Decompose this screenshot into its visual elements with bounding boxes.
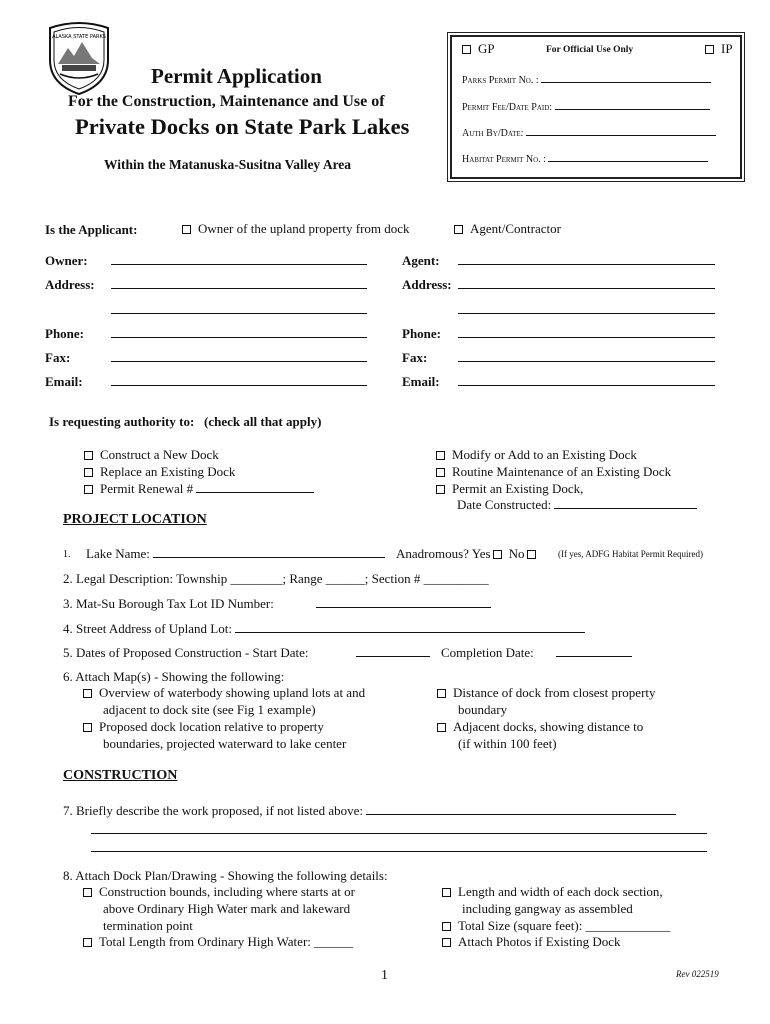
work-description-field[interactable] <box>63 803 676 819</box>
owner-address-label: Address: <box>45 277 95 292</box>
gp-checkbox[interactable] <box>462 41 495 57</box>
attach-photos-label: Attach Photos if Existing Dock <box>458 934 621 949</box>
construction-bounds-label-2: above Ordinary High Water mark and lakeward <box>103 901 351 916</box>
item1-number: 1. <box>63 549 71 560</box>
construction-bounds-label-3: termination point <box>103 918 193 933</box>
owner-fax-field[interactable] <box>111 350 367 362</box>
anadromous-label: Anadromous? Yes <box>396 546 491 561</box>
modify-existing-checkbox[interactable] <box>436 447 637 463</box>
lake-name-label: Lake Name: <box>86 546 154 561</box>
adfg-note: (If yes, ADFG Habitat Permit Required) <box>558 549 703 559</box>
official-use-heading: For Official Use Only <box>546 45 634 55</box>
anadromous-yes-checkbox[interactable] <box>493 550 502 559</box>
anadromous-question <box>396 546 543 562</box>
permit-existing-label: Permit an Existing Dock, <box>452 481 584 496</box>
start-date-label: 5. Dates of Proposed Construction - Start Date: <box>63 645 309 660</box>
agent-fax-label: Fax: <box>402 350 428 365</box>
total-length-checkbox[interactable] <box>83 934 353 950</box>
map-adjacent-checkbox[interactable] <box>437 719 643 735</box>
work-description-line-2[interactable] <box>91 822 707 834</box>
agent-label: Agent: <box>402 253 440 268</box>
attach-photos-checkbox[interactable] <box>442 934 621 950</box>
ip-checkbox[interactable] <box>705 41 733 57</box>
owner-phone-field[interactable] <box>111 326 367 338</box>
legal-description-field[interactable]: 2. Legal Description: Township ________; Range ______; Section # __________ <box>63 571 489 586</box>
owner-option-label: Owner of the upland property from dock <box>198 221 410 236</box>
page-title: Permit Application <box>151 64 322 88</box>
permit-existing-checkbox[interactable] <box>436 481 583 497</box>
map-location-label-2: boundaries, projected waterward to lake center <box>103 736 347 751</box>
modify-existing-label: Modify or Add to an Existing Dock <box>452 447 637 462</box>
permit-fee-field[interactable] <box>462 98 710 113</box>
gp-label: GP <box>478 41 495 56</box>
owner-label: Owner: <box>45 253 88 268</box>
owner-phone-label: Phone: <box>45 326 84 341</box>
construction-bounds-checkbox[interactable] <box>83 884 355 900</box>
work-description-label: 7. Briefly describe the work proposed, if not listed above: <box>63 803 367 818</box>
completion-date-label: Completion Date: <box>441 645 534 660</box>
agent-option-checkbox[interactable] <box>454 221 561 237</box>
subtitle: For the Construction, Maintenance and Use of <box>68 93 385 110</box>
agent-option-label: Agent/Contractor <box>470 221 561 236</box>
construct-new-checkbox[interactable] <box>84 447 219 463</box>
area-subtitle: Within the Matanuska-Susitna Valley Area <box>104 157 352 172</box>
habitat-permit-label: Habitat Permit No. : <box>462 154 549 165</box>
revision-label: Rev 022519 <box>676 969 719 979</box>
permit-renewal-checkbox[interactable] <box>84 481 314 497</box>
owner-address-field-2[interactable] <box>111 302 367 314</box>
map-overview-checkbox[interactable] <box>83 685 365 701</box>
date-constructed-label: Date Constructed: <box>457 497 555 512</box>
tax-lot-field[interactable] <box>316 596 491 608</box>
owner-fax-label: Fax: <box>45 350 71 365</box>
owner-email-label: Email: <box>45 374 83 389</box>
agent-fax-field[interactable] <box>458 350 715 362</box>
dock-plan-label: 8. Attach Dock Plan/Drawing - Showing the following details: <box>63 868 388 883</box>
replace-existing-checkbox[interactable] <box>84 464 235 480</box>
agent-phone-label: Phone: <box>402 326 441 341</box>
owner-address-field[interactable] <box>111 277 367 289</box>
agent-email-field[interactable] <box>458 374 715 386</box>
state-parks-seal <box>44 18 114 96</box>
map-distance-checkbox[interactable] <box>437 685 656 701</box>
attach-maps-label: 6. Attach Map(s) - Showing the following: <box>63 669 285 684</box>
section-dimensions-checkbox[interactable] <box>442 884 663 900</box>
replace-existing-label: Replace an Existing Dock <box>100 464 236 479</box>
total-size-checkbox[interactable] <box>442 918 670 934</box>
map-location-checkbox[interactable] <box>83 719 324 735</box>
agent-address-label: Address: <box>402 277 452 292</box>
work-description-line-3[interactable] <box>91 840 707 852</box>
agent-address-field[interactable] <box>458 277 715 289</box>
map-distance-label: Distance of dock from closest property <box>453 685 656 700</box>
permit-renewal-label: Permit Renewal # <box>100 481 197 496</box>
authority-question: Is requesting authority to: (check all that apply) <box>49 414 322 429</box>
map-overview-label: Overview of waterbody showing upland lots at and <box>99 685 366 700</box>
street-address-field[interactable] <box>63 621 585 637</box>
habitat-permit-field[interactable] <box>462 150 708 165</box>
anadromous-no-label: No <box>508 546 525 561</box>
completion-date-field[interactable] <box>556 645 632 657</box>
permit-fee-label: Permit Fee/Date Paid: <box>462 102 555 113</box>
owner-option-checkbox[interactable] <box>182 221 410 237</box>
parks-permit-field[interactable] <box>462 71 711 86</box>
total-length-label: Total Length from Ordinary High Water: ______ <box>99 934 354 949</box>
owner-email-field[interactable] <box>111 374 367 386</box>
agent-field[interactable] <box>458 253 715 265</box>
construct-new-label: Construct a New Dock <box>100 447 219 462</box>
auth-by-field[interactable] <box>462 124 716 139</box>
lake-name-field[interactable] <box>86 546 385 562</box>
applicant-question: Is the Applicant: <box>45 222 138 237</box>
construction-bounds-label: Construction bounds, including where starts at or <box>99 884 355 899</box>
agent-email-label: Email: <box>402 374 440 389</box>
section-dimensions-label-2: including gangway as assembled <box>462 901 633 916</box>
agent-address-field-2[interactable] <box>458 302 715 314</box>
date-constructed-field[interactable] <box>457 497 697 513</box>
start-date-field[interactable] <box>356 645 430 657</box>
official-use-box <box>450 35 742 179</box>
section-dimensions-label: Length and width of each dock section, <box>458 884 663 899</box>
map-adjacent-label-2: (if within 100 feet) <box>458 736 557 751</box>
parks-permit-label: Parks Permit No. : <box>462 75 542 86</box>
auth-by-label: Auth By/Date: <box>462 128 526 139</box>
map-location-label: Proposed dock location relative to property <box>99 719 324 734</box>
owner-field[interactable] <box>111 253 367 265</box>
ip-label: IP <box>721 41 733 56</box>
total-size-label: Total Size (square feet): _____________ <box>458 918 671 933</box>
agent-phone-field[interactable] <box>458 326 715 338</box>
construction-heading: CONSTRUCTION <box>63 768 178 783</box>
map-distance-label-2: boundary <box>458 702 508 717</box>
tax-lot-label: 3. Mat-Su Borough Tax Lot ID Number: <box>63 596 274 611</box>
main-title: Private Docks on State Park Lakes <box>75 114 410 139</box>
map-overview-label-2: adjacent to dock site (see Fig 1 example) <box>103 702 316 717</box>
map-adjacent-label: Adjacent docks, showing distance to <box>453 719 644 734</box>
routine-maintenance-label: Routine Maintenance of an Existing Dock <box>452 464 672 479</box>
anadromous-no-checkbox[interactable] <box>527 550 536 559</box>
project-location-heading: PROJECT LOCATION <box>63 512 207 527</box>
routine-maintenance-checkbox[interactable] <box>436 464 671 480</box>
street-address-label: 4. Street Address of Upland Lot: <box>63 621 236 636</box>
page-number: 1 <box>381 968 388 983</box>
svg-text:ALASKA STATE PARKS: ALASKA STATE PARKS <box>52 34 106 40</box>
